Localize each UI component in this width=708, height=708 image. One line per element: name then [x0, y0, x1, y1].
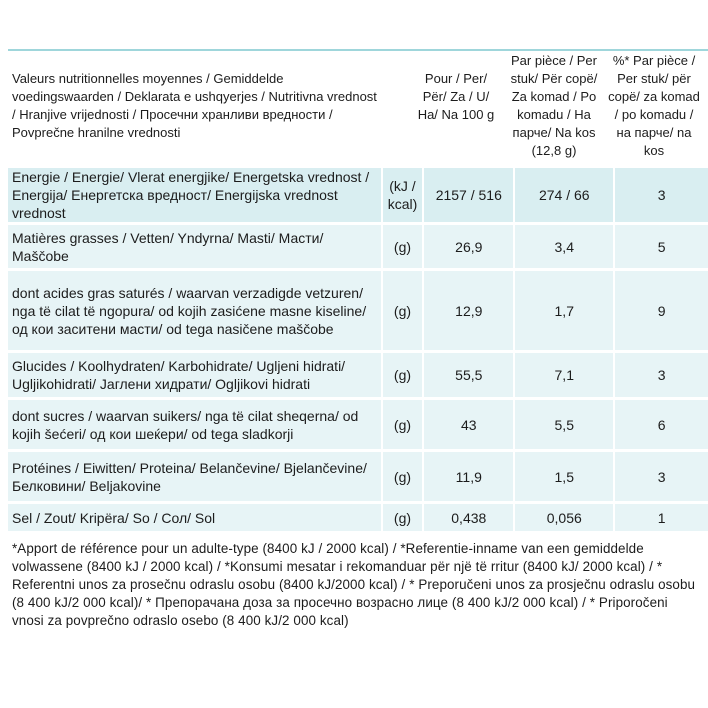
reference-intake-footnote: *Apport de référence pour un adulte-type (8400 kJ / 2000 kcal) / *Referentie-inname van een gemiddelde volwassene (8400 kJ / 2000 kcal) / *Konsumi mesatar i rekomanduar për një të rritur (8400 kJ/ 2000 kcal) / * Referentni unos za prosečnu odraslu osobu (8400 kJ/2000 kcal) / * Preporučeni unos za prosječnu odraslu osobu (8 400 kJ/2 000 kcal)/ * Препорачана доза за просечно возрасно лице (8 400 kJ/2 000 kcal) / * Priporočeni vnosi za povprečno odraslo osebo (8 400 kJ/2 000 kcal) [12, 541, 696, 628]
table-row-sugars [8, 400, 708, 452]
header-per-piece: Par pièce / Per stuk/ Për copë/ Za komad / Po komadu / На парче/ Na kos (12,8 g) [510, 53, 598, 158]
table-row-carbohydrates [8, 353, 708, 400]
table-row-fat [8, 225, 708, 271]
row-name: Energie / Energie/ Vlerat energjike/ Energetska vrednost / Energija/ Енергетска вредност/ Energijska vrednost vrednost [8, 168, 383, 225]
row-ri: 3 [615, 452, 708, 504]
table-row-energy [8, 168, 708, 225]
row-ri: 6 [615, 400, 708, 452]
row-unit: (g) [383, 225, 425, 271]
row-per-piece: 0,056 [515, 504, 615, 534]
row-per100: 0,438 [424, 504, 515, 534]
row-unit: (kJ / kcal) [383, 168, 425, 225]
row-per100: 55,5 [424, 353, 515, 400]
row-per-piece: 3,4 [515, 225, 615, 271]
row-name: dont sucres / waarvan suikers/ nga të cilat sheqerna/ od kojih šećeri/ од кои шеќери/ od tega sladkorji [8, 400, 383, 452]
row-name: dont acides gras saturés / waarvan verzadigde vetzuren/ nga të cilat të ngopura/ od kojih zasićene masne kiseline/ од кои заситени масти/ od tega nasičene maščobe [8, 271, 383, 353]
row-per100: 2157 / 516 [424, 168, 515, 225]
row-unit: (g) [383, 504, 425, 534]
row-per100: 11,9 [424, 452, 515, 504]
row-unit: (g) [383, 353, 425, 400]
row-per100: 12,9 [424, 271, 515, 353]
row-per-piece: 7,1 [515, 353, 615, 400]
row-ri: 1 [615, 504, 708, 534]
row-name: Glucides / Koolhydraten/ Karbohidrate/ Ugljeni hidrati/ Ugljikohidrati/ Јаглени хидрати/ Ogljikovi hidrati [8, 353, 383, 400]
row-per-piece: 1,7 [515, 271, 615, 353]
table-row-salt [8, 504, 708, 534]
nutrition-table [8, 168, 708, 534]
table-row-saturates [8, 271, 708, 353]
header-per-100g: Pour / Per/ Për/ Za / U/ Ha/ Na 100 g [417, 71, 495, 122]
row-per-piece: 5,5 [515, 400, 615, 452]
row-per100: 43 [424, 400, 515, 452]
row-name: Matières grasses / Vetten/ Yndyrna/ Masti/ Масти/ Maščobe [8, 225, 383, 271]
header-reference-intake: %* Par pièce / Per stuk/ për copë/ za komad / po komadu / на парче/ na kos [608, 53, 700, 158]
row-per-piece: 1,5 [515, 452, 615, 504]
row-ri: 3 [615, 353, 708, 400]
row-name: Sel / Zout/ Kripëra/ So / Сол/ Sol [8, 504, 383, 534]
row-ri: 5 [615, 225, 708, 271]
top-accent-line [8, 49, 708, 51]
row-name: Protéines / Eiwitten/ Proteina/ Belančevine/ Bjelančevine/ Белковини/ Beljakovine [8, 452, 383, 504]
row-per100: 26,9 [424, 225, 515, 271]
row-unit: (g) [383, 452, 425, 504]
row-ri: 9 [615, 271, 708, 353]
row-ri: 3 [615, 168, 708, 225]
table-row-protein [8, 452, 708, 504]
row-unit: (g) [383, 400, 425, 452]
row-unit: (g) [383, 271, 425, 353]
row-per-piece: 274 / 66 [515, 168, 615, 225]
header-title: Valeurs nutritionnelles moyennes / Gemiddelde voedingswaarden / Deklarata e ushqyerjes / Nutritivna vrednost / Hranjive vrijednosti / Просечни хранливи вредности / Povprečne hranilne vrednosti [12, 71, 377, 140]
